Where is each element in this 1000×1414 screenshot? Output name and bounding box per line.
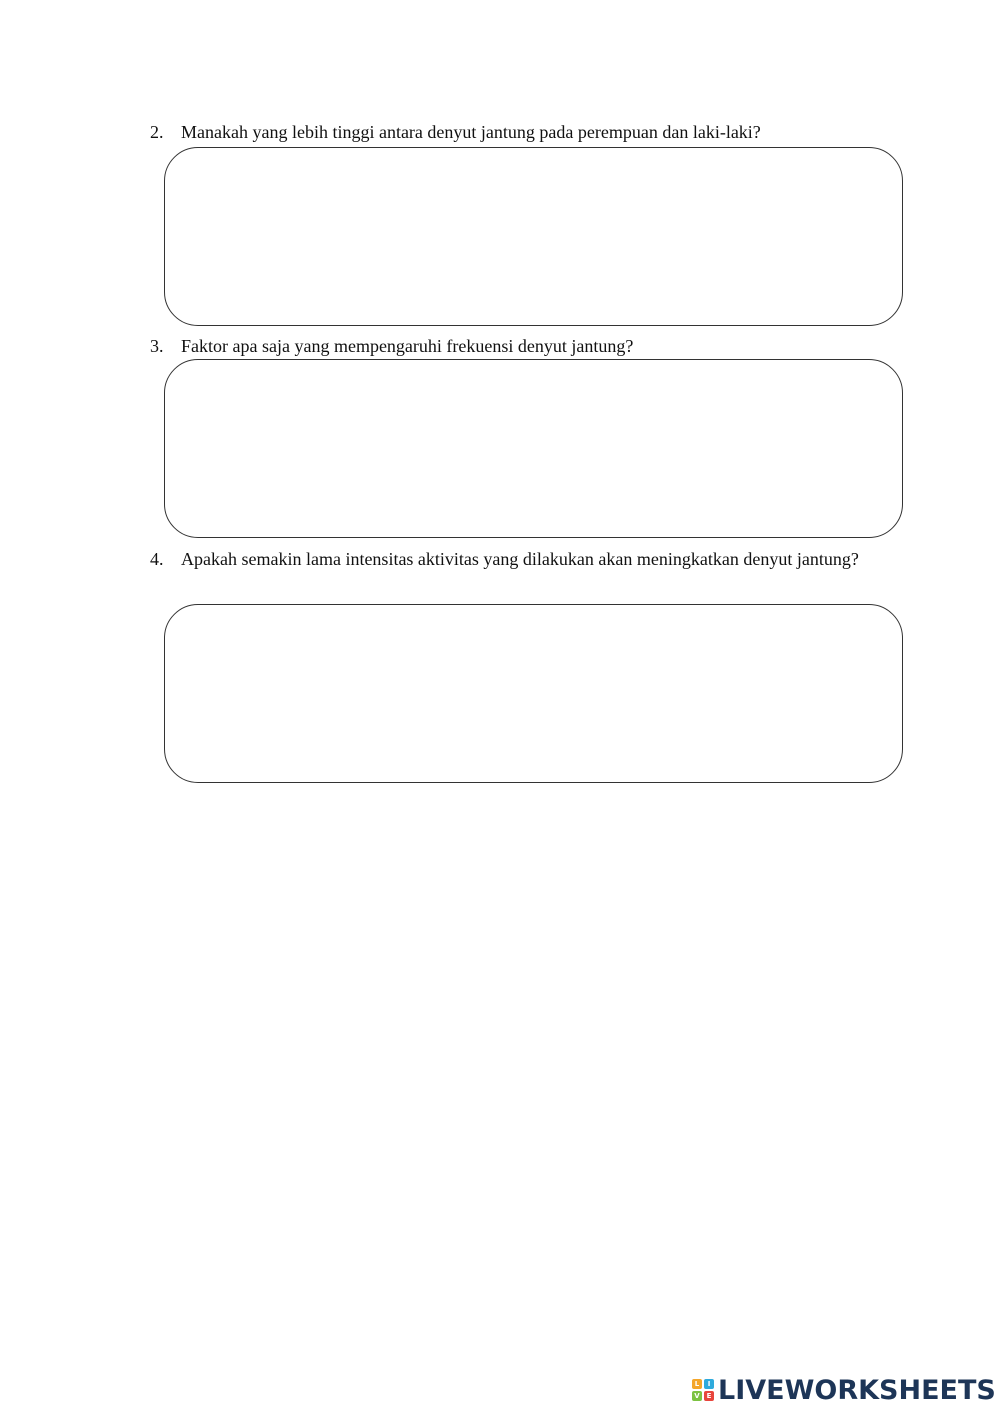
logo-text: LIVEWORKSHEETS: [718, 1374, 996, 1406]
question-text: Apakah semakin lama intensitas aktivitas yang dilakukan akan meningkatkan denyut jantung?: [181, 549, 859, 569]
logo-tile-l: L: [692, 1379, 702, 1389]
question-number: 3.: [150, 336, 164, 356]
logo-tile-i: I: [704, 1379, 714, 1389]
answer-box-3[interactable]: [164, 359, 903, 538]
question-2: [150, 119, 890, 146]
question-number: 2.: [150, 122, 164, 142]
question-4: [150, 546, 890, 573]
question-text: Manakah yang lebih tinggi antara denyut jantung pada perempuan dan laki-laki?: [181, 122, 761, 142]
question-3: [150, 333, 890, 360]
liveworksheets-logo-icon: [692, 1379, 714, 1401]
liveworksheets-logo: [692, 1376, 996, 1404]
logo-tile-v: V: [692, 1391, 702, 1401]
question-number: 4.: [150, 549, 164, 569]
answer-box-2[interactable]: [164, 147, 903, 326]
answer-box-4[interactable]: [164, 604, 903, 783]
question-text: Faktor apa saja yang mempengaruhi frekuensi denyut jantung?: [181, 336, 634, 356]
logo-tile-e: E: [704, 1391, 714, 1401]
